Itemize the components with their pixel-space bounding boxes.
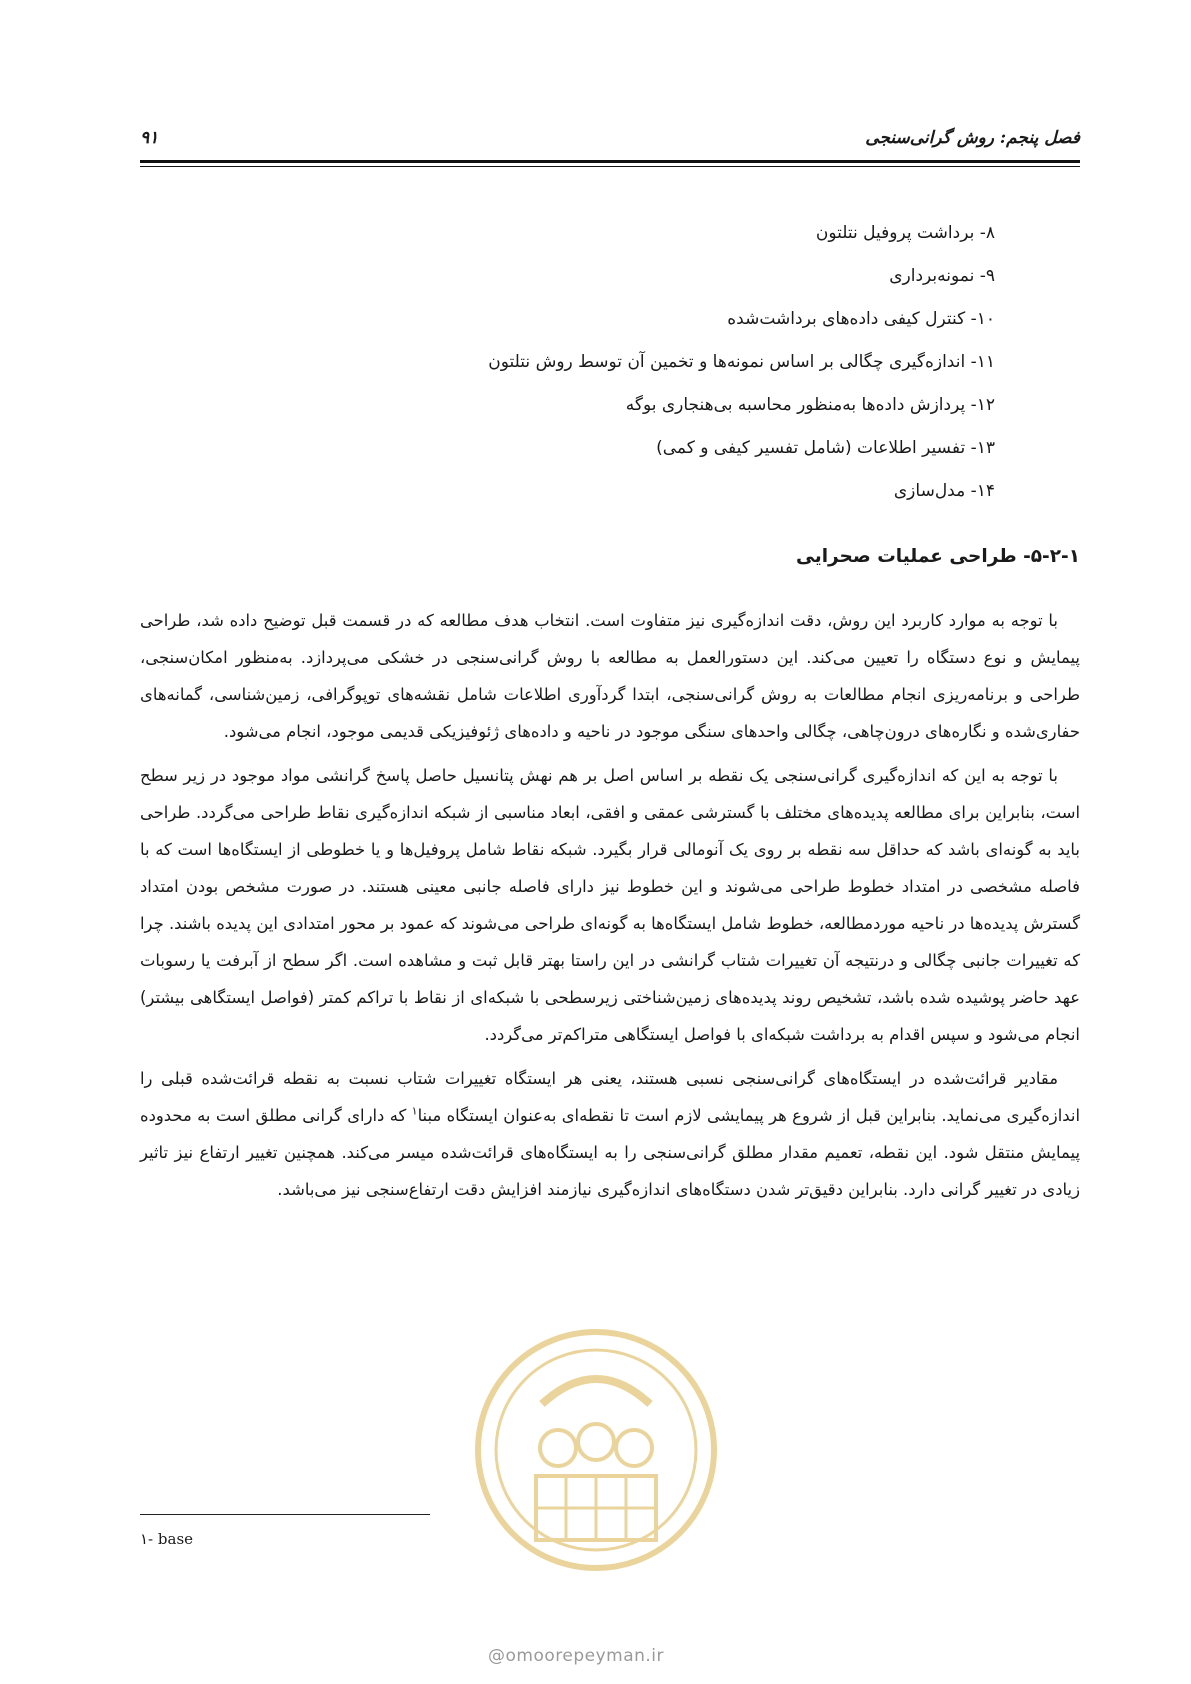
list-item: ۱۰- کنترل کیفی داده‌های برداشت‌شده (727, 309, 995, 329)
header-rule (140, 160, 1080, 163)
watermark-arc (542, 1379, 650, 1404)
footnote-reference[interactable]: ۱ (411, 1104, 418, 1118)
section-heading: ۵-۲-۱- طراحی عملیات صحرایی (796, 546, 1080, 567)
watermark-emblem (578, 1424, 614, 1460)
paragraph-text: مقادیر قرائت‌شده در ایستگاه‌های گرانی‌سنجی نسبی هستند، یعنی هر ایستگاه تغییرات شتاب نسبت به نقطه قرائت‌شده قبلی را اندازه‌گیری می‌نماید. بنابراین قبل از شروع هر پیمایشی لازم است تا نقطه‌ای به‌عنوان ایستگاه مبنا (140, 1069, 1080, 1125)
list-item: ۱۱- اندازه‌گیری چگالی بر اساس نمونه‌ها و تخمین آن توسط روش نتلتون (488, 352, 995, 372)
watermark-emblem (616, 1430, 652, 1466)
list-item: ۱۴- مدل‌سازی (893, 481, 995, 501)
paragraph-text: که دارای گرانی مطلق است به محدوده پیمایش منتقل شود. این نقطه، تعمیم مقدار مطلق گرانی‌سنجی را به ایستگاه‌های قرائت‌شده میسر می‌کند. همچنین تغییر ارتفاع نیز تاثیر زیادی در تغییر گرانی دارد. بنابراین دقیق‌تر شدن دستگاه‌های اندازه‌گیری نیازمند افزایش دقت ارتفاع‌سنجی نیز می‌باشد. (140, 1106, 1080, 1199)
chapter-title: فصل پنجم: روش گرانی‌سنجی (865, 128, 1080, 148)
body-text (140, 602, 1080, 1215)
paragraph: با توجه به موارد کاربرد این روش، دقت اندازه‌گیری نیز متفاوت است. انتخاب هدف مطالعه که در قسمت قبل توضیح داده شد، طراحی پیمایش و نوع دستگاه را تعیین می‌کند. این دستورالعمل به مطالعه با روش گرانی‌سنجی در خشکی می‌پردازد. به‌منظور امکان‌سنجی، طراحی و برنامه‌ریزی انجام مطالعات به روش گرانی‌سنجی، ابتدا گردآوری اطلاعات شامل نقشه‌های توپوگرافی، زمین‌شناسی، گمانه‌های حفاری‌شده و نگاره‌های درون‌چاهی، چگالی واحدهای سنگی موجود در ناحیه و داده‌های ژئوفیزیکی قدیمی موجود، انجام می‌شود. (140, 611, 1080, 741)
header-rule-thin (140, 166, 1080, 167)
list-item: ۹- نمونه‌برداری (889, 266, 995, 286)
list-item: ۱۲- پردازش داده‌ها به‌منظور محاسبه بی‌هنجاری بوگه (625, 395, 995, 415)
watermark-url: @omoorepeyman.ir (488, 1646, 665, 1666)
watermark-emblem (540, 1430, 576, 1466)
page-number: ۹۱ (140, 128, 159, 148)
watermark-logo (472, 1326, 720, 1574)
paragraph (140, 1060, 1080, 1208)
numbered-list (140, 218, 995, 519)
list-item: ۱۳- تفسیر اطلاعات (شامل تفسیر کیفی و کمی) (656, 438, 995, 458)
footnote-rule (140, 1514, 430, 1515)
list-item: ۸- برداشت پروفیل نتلتون (815, 223, 995, 243)
page-header (140, 128, 1080, 152)
paragraph: با توجه به این که اندازه‌گیری گرانی‌سنجی یک نقطه بر اساس اصل بر هم نهش پتانسیل حاصل پاسخ گرانشی مواد موجود در زیر سطح است، بنابراین برای مطالعه پدیده‌های مختلف با گسترشی عمقی و افقی، ابعاد مناسبی از شبکه اندازه‌گیری نقاط طراحی می‌گردد. طراحی باید به گونه‌ای باشد که حداقل سه نقطه بر روی یک آنومالی قرار بگیرد. شبکه نقاط شامل پروفیل‌ها و یا خطوطی از ایستگاه‌ها است که با فاصله مشخصی در امتداد خطوط طراحی می‌شوند و این خطوط نیز دارای فاصله جانبی معینی هستند. در صورت مشخص بودن امتداد گسترش پدیده‌ها در ناحیه موردمطالعه، خطوط شامل ایستگاه‌ها به گونه‌ای طراحی می‌شوند که عمود بر محور امتدادی این پدیده باشند. چرا که تغییرات جانبی چگالی و درنتیجه آن تغییرات شتاب گرانشی در این راستا بهتر قابل ثبت و مشاهده است. اگر سطح از آبرفت یا رسوبات عهد حاضر پوشیده شده باشد، تشخیص روند پدیده‌های زمین‌شناختی زیرسطحی با شبکه‌ای از نقاط با تراکم کمتر (فواصل ایستگاهی بیشتر) انجام می‌شود و سپس اقدام به برداشت شبکه‌ای با فواصل ایستگاهی متراکم‌تر می‌گردد. (140, 766, 1080, 1044)
footnote: ۱- base (140, 1530, 194, 1548)
